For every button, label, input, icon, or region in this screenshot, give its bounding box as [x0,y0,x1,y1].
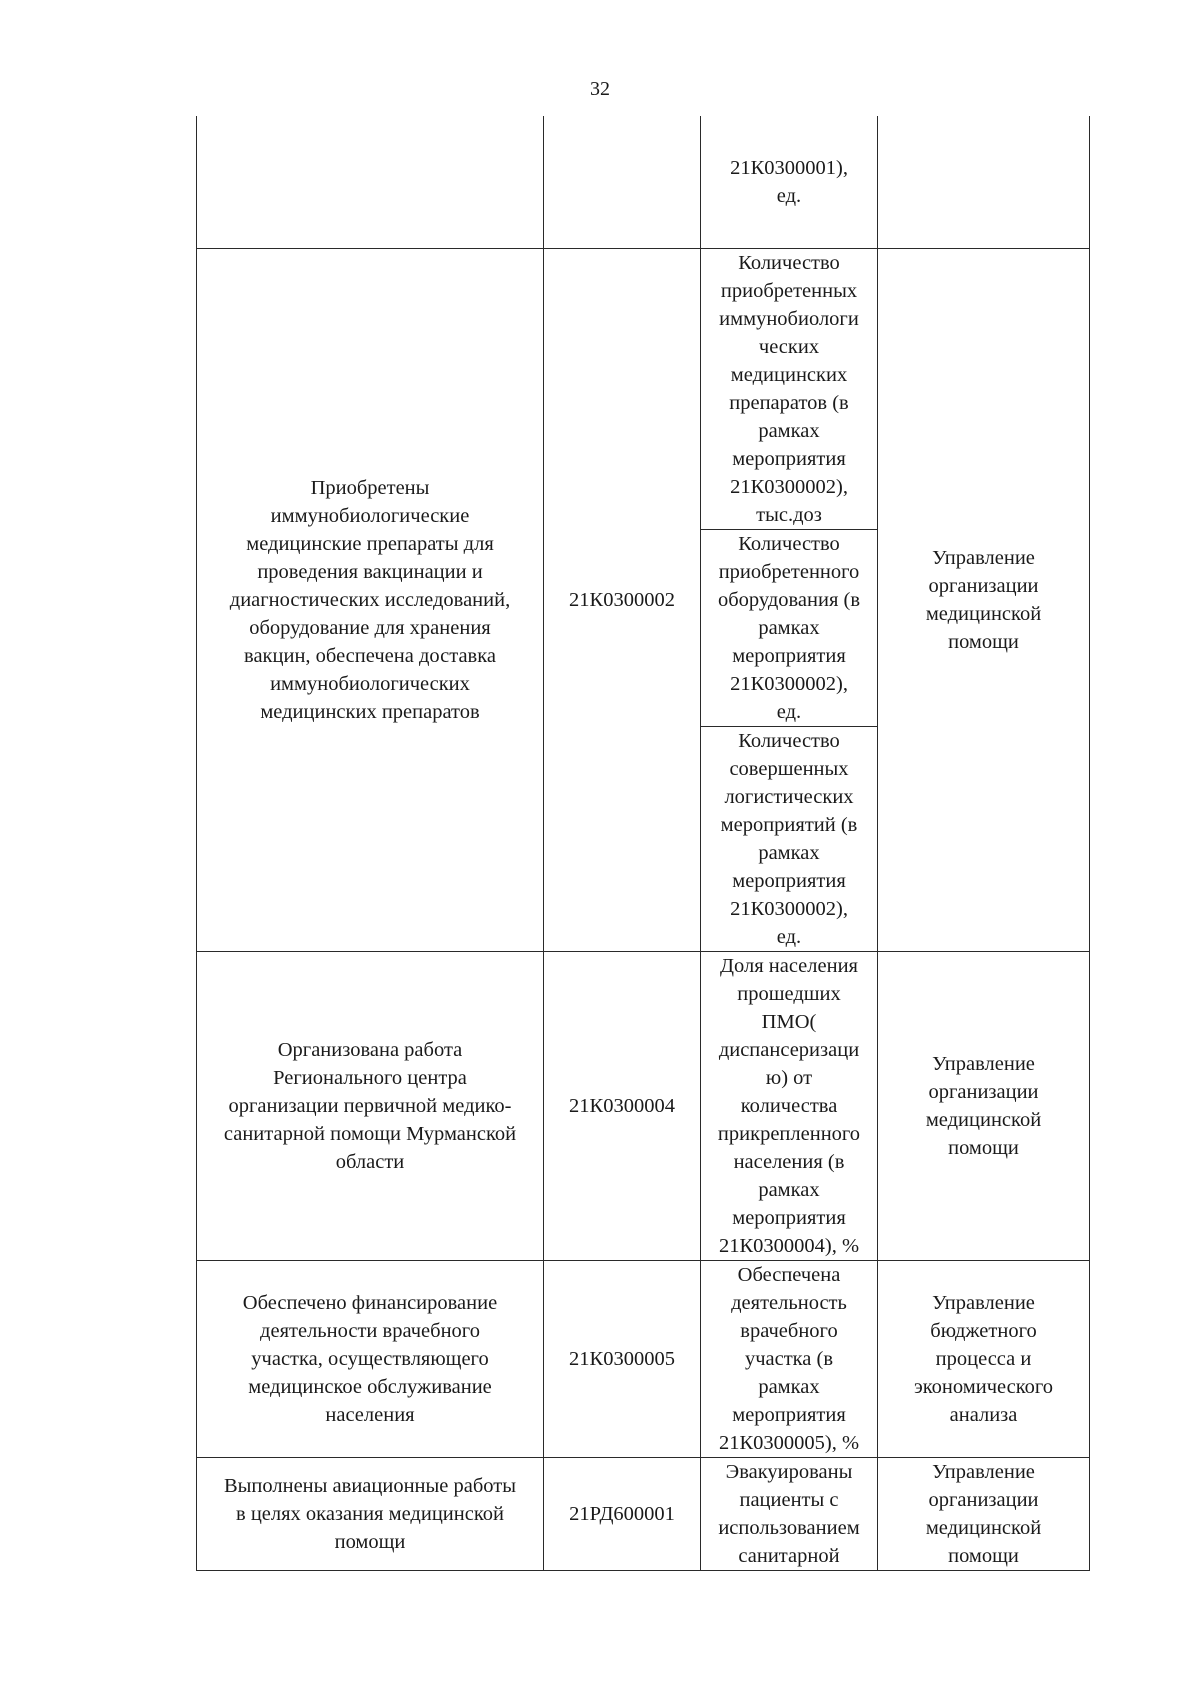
indicator-cell: 21К0300001), ед. [701,116,878,248]
code-cell: 21К0300002 [544,248,701,951]
result-cell: Приобретены иммунобиологические медицинские препараты для проведения вакцинации и диагностических исследований, оборудование для хранения вакцин, обеспечена доставка иммунобиологических медицинских препаратов [197,248,544,951]
table-row [197,248,1090,529]
result-cell: Обеспечено финансирование деятельности врачебного участка, осуществляющего медицинское обслуживание населения [197,1260,544,1457]
indicator-cell: Количество совершенных логистических мероприятий (в рамках мероприятия 21К0300002), ед. [701,726,878,951]
page-number: 32 [590,78,610,100]
code-cell: 21К0300005 [544,1260,701,1457]
result-cell [197,116,544,248]
code-cell: 21К0300004 [544,951,701,1260]
indicator-cell: Эвакуированы пациенты с использованием санитарной [701,1457,878,1570]
code-cell: 21РД600001 [544,1457,701,1570]
table-row [197,116,1090,248]
indicator-cell: Количество приобретенных иммунобиологи ческих медицинских препаратов (в рамках мероприятия 21К0300002), тыс.доз [701,248,878,529]
table-row [197,951,1090,1260]
responsible-cell: Управление организации медицинской помощи [878,951,1090,1260]
code-cell [544,116,701,248]
responsible-cell: Управление организации медицинской помощи [878,248,1090,951]
indicator-cell: Доля населения прошедших ПМО( диспансеризаци ю) от количества прикрепленного населения (в рамках мероприятия 21К0300004), % [701,951,878,1260]
indicator-cell: Количество приобретенного оборудования (в рамках мероприятия 21К0300002), ед. [701,529,878,726]
table-row [197,1260,1090,1457]
results-table [196,116,1090,1571]
responsible-cell: Управление организации медицинской помощи [878,1457,1090,1570]
result-cell: Выполнены авиационные работы в целях оказания медицинской помощи [197,1457,544,1570]
responsible-cell [878,116,1090,248]
responsible-cell: Управление бюджетного процесса и экономического анализа [878,1260,1090,1457]
table-row [197,1457,1090,1570]
indicator-cell: Обеспечена деятельность врачебного участка (в рамках мероприятия 21К0300005), % [701,1260,878,1457]
result-cell: Организована работа Регионального центра организации первичной медико- санитарной помощи Мурманской области [197,951,544,1260]
